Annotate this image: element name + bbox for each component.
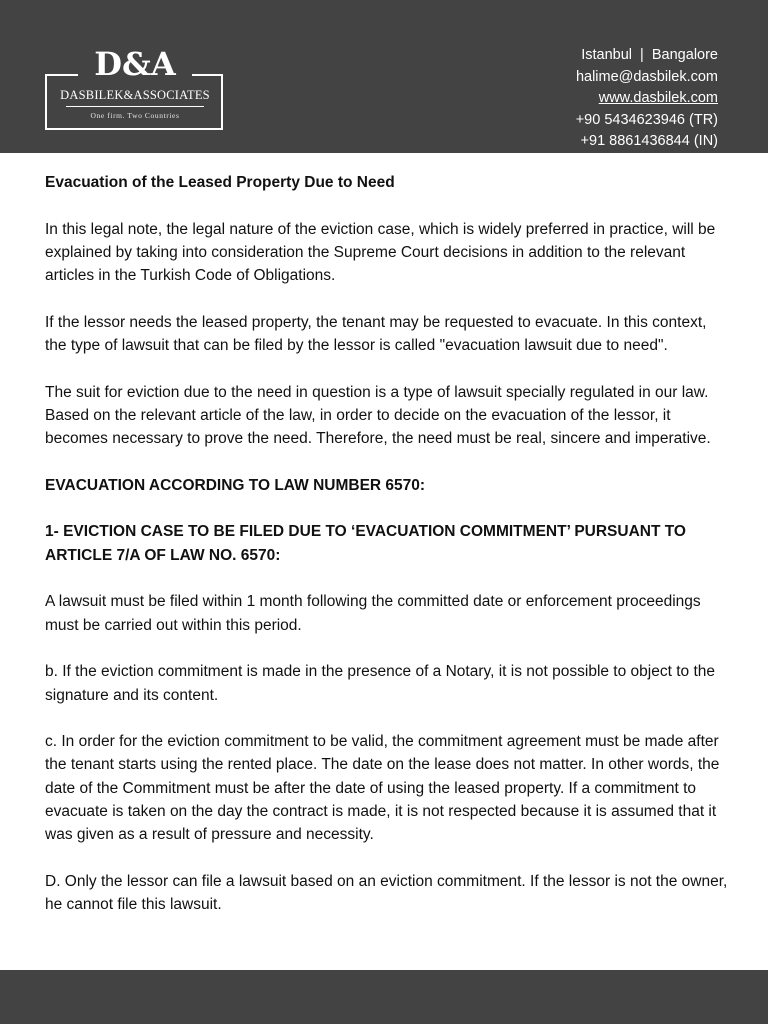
case-1-heading: 1- EVICTION CASE TO BE FILED DUE TO ‘EVACUATION COMMITMENT’ PURSUANT TO ARTICLE 7/A OF LAW NO. 6570: [45, 523, 686, 564]
letterhead-footer [0, 970, 768, 1024]
logo-divider [66, 106, 204, 107]
letterhead-header [0, 0, 768, 153]
office-cities: Istanbul | Bangalore [581, 47, 718, 63]
law-heading: EVACUATION ACCORDING TO LAW NUMBER 6570: [45, 476, 426, 494]
email-link[interactable]: halime@dasbilek.com [575, 68, 718, 85]
item-c-paragraph: c. In order for the eviction commitment to be valid, the commitment agreement must be made after the tenant starts using the rented place. The date on the lease does not matter. In other words, the date of the Commitment must be after the date of using the leased property. If a commitment to evacuate is taken on the day the contract is made, it is not respected because it is assumed that it was given as a result of pressure and necessity. [45, 733, 720, 844]
phone-turkey: +90 5434623946 (TR) [575, 111, 718, 128]
website-link[interactable]: www.dasbilek.com [598, 90, 718, 106]
logo-tagline: One firm. Two Countries [90, 111, 180, 120]
item-a-paragraph: A lawsuit must be filed within 1 month following the committed date or enforcement proceedings must be carried out within this period. [45, 593, 701, 634]
intro-paragraph: In this legal note, the legal nature of the eviction case, which is widely preferred in practice, will be explained by taking into consideration the Supreme Court decisions in addition to the relevant articles in the Turkish Code of Obligations. [45, 220, 716, 285]
phone-india: +91 8861436844 (IN) [580, 133, 718, 149]
logo-firm-name: DASBILEK&ASSOCIATES [60, 88, 210, 102]
logo-mark: D&A [78, 44, 192, 84]
document-title: Evacuation of the Leased Property Due to Need [45, 174, 395, 191]
contact-block [576, 45, 718, 153]
item-d-paragraph: D. Only the lessor can file a lawsuit based on an eviction commitment. If the lessor is not the owner, he cannot file this lawsuit. [45, 872, 728, 914]
document-body [45, 171, 731, 940]
suit-paragraph: The suit for eviction due to the need in question is a type of lawsuit specially regulated in our law. Based on the relevant article of the law, in order to decide on the evacuation of the lessor, it becomes necessary to prove the need. Therefore, the need must be real, sincere and imperative. [45, 383, 711, 448]
item-b-paragraph: b. If the eviction commitment is made in the presence of a Notary, it is not possible to object to the signature and its content. [45, 663, 715, 704]
lessor-needs-paragraph: If the lessor needs the leased property, the tenant may be requested to evacuate. In this context, the type of lawsuit that can be filed by the lessor is called "evacuation lawsuit due to need". [45, 313, 707, 355]
